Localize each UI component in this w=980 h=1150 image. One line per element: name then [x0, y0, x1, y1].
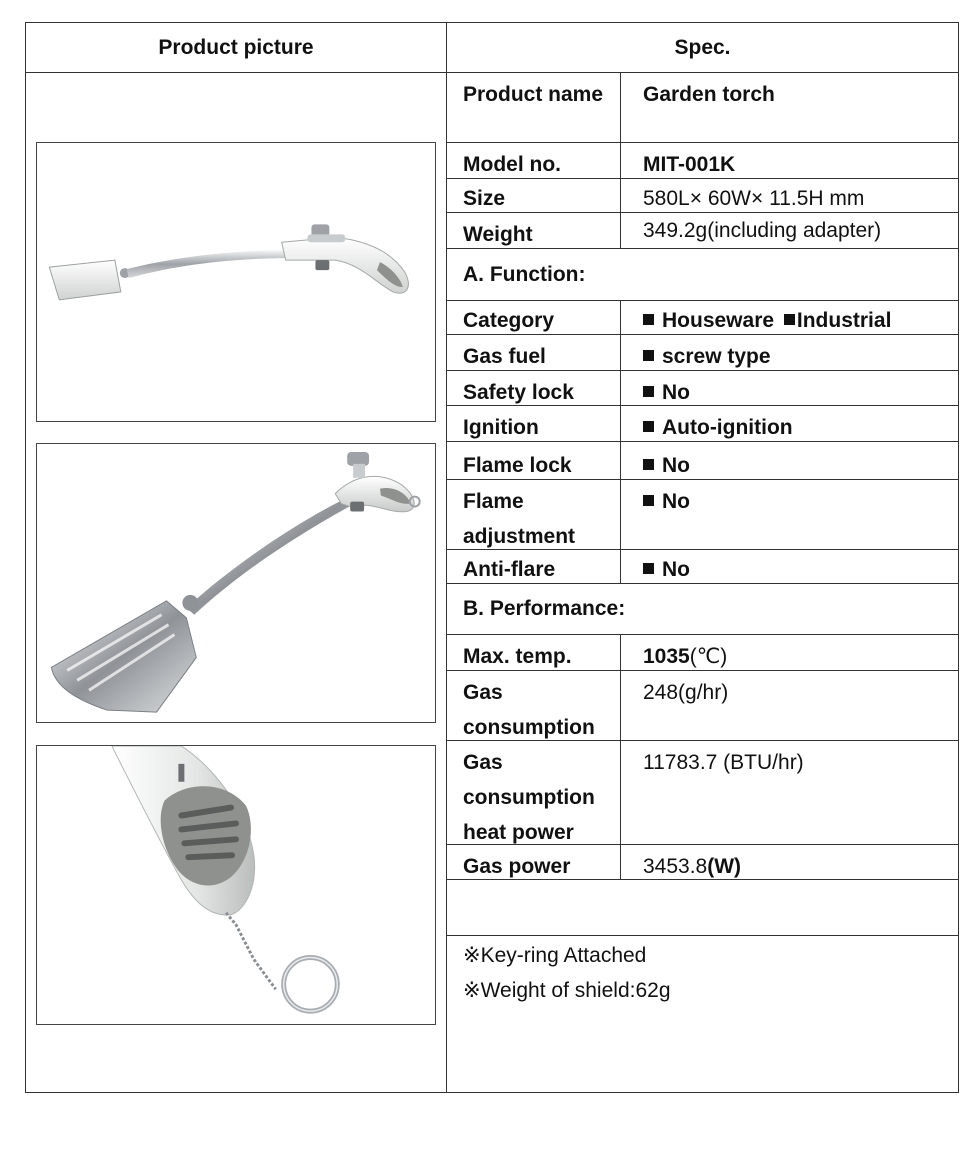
product-photo-keyring [36, 745, 436, 1025]
spec-label: Anti-flare [447, 550, 621, 583]
checkbox-filled-icon [643, 314, 654, 325]
checkbox-filled-icon [643, 459, 654, 470]
product-picture-header: Product picture [158, 35, 314, 59]
spec-label: Size [447, 179, 621, 212]
spec-value: Houseware Industrial [621, 301, 958, 334]
checkbox-filled-icon [643, 563, 654, 574]
spec-value: Garden torch [643, 83, 775, 106]
spec-label: Gas power [447, 845, 621, 879]
spec-row-safety-lock [447, 371, 958, 406]
spec-row-ignition [447, 406, 958, 442]
spec-value: No [621, 442, 958, 479]
spec-value: 3453.8(W) [643, 855, 742, 878]
spec-table [447, 73, 958, 1092]
note-shield-weight: ※Weight of shield:62g [463, 979, 671, 1002]
spec-row-flame-lock [447, 442, 958, 480]
spec-row-product-name [447, 73, 958, 143]
spec-row-anti-flare [447, 550, 958, 584]
spec-value: 11783.7 (BTU/hr) [643, 751, 804, 774]
product-photo-side [36, 142, 436, 422]
spec-row-empty [447, 880, 958, 936]
spec-row-category [447, 301, 958, 335]
spec-value: MIT-001K [643, 153, 736, 176]
spec-label: Model no. [447, 143, 621, 178]
spec-row-model [447, 143, 958, 179]
spec-value: No [621, 550, 958, 583]
spec-label: Gas consumption heat power [447, 741, 621, 844]
spec-value: 349.2g(including adapter) [643, 219, 882, 242]
spec-label: Safety lock [447, 371, 621, 405]
section-title: A. Function: [463, 262, 586, 286]
spec-label: Gas consumption [447, 671, 621, 740]
spec-row-max-temp [447, 635, 958, 671]
spec-value: Auto-ignition [621, 406, 958, 441]
spec-label: Flame adjustment [447, 480, 621, 549]
spec-value: No [621, 371, 958, 405]
checkbox-filled-icon [643, 421, 654, 432]
spec-header: Spec. [674, 35, 731, 59]
spec-label: Category [447, 301, 621, 334]
notes-block [447, 936, 958, 1086]
product-photo-angled [36, 443, 436, 723]
spec-row-flame-adjustment [447, 480, 958, 550]
spec-value: No [621, 480, 958, 549]
spec-value: 248(g/hr) [643, 681, 729, 704]
spec-row-weight [447, 213, 958, 249]
spec-row-heat-power [447, 741, 958, 845]
spec-value: 580L× 60W× 11.5H mm [643, 187, 865, 210]
spec-row-gas-consumption [447, 671, 958, 741]
spec-sheet [25, 22, 959, 1093]
spec-row-gas-power [447, 845, 958, 880]
section-function [447, 249, 958, 301]
spec-row-gas-fuel [447, 335, 958, 371]
spec-label: Weight [447, 213, 621, 248]
spec-label: Gas fuel [447, 335, 621, 370]
checkbox-filled-icon [643, 386, 654, 397]
checkbox-filled-icon [643, 350, 654, 361]
note-keyring: ※Key-ring Attached [463, 944, 647, 967]
checkbox-filled-icon [784, 314, 795, 325]
spec-label: Flame lock [447, 442, 621, 479]
spec-label: Product name [447, 73, 621, 142]
section-title: B. Performance: [463, 597, 626, 620]
spec-row-size [447, 179, 958, 213]
spec-label: Ignition [447, 406, 621, 441]
spec-value: screw type [621, 335, 958, 370]
spec-label: Max. temp. [447, 635, 621, 670]
section-performance [447, 584, 958, 635]
checkbox-filled-icon [643, 495, 654, 506]
spec-value: 1035(℃) [643, 645, 728, 668]
